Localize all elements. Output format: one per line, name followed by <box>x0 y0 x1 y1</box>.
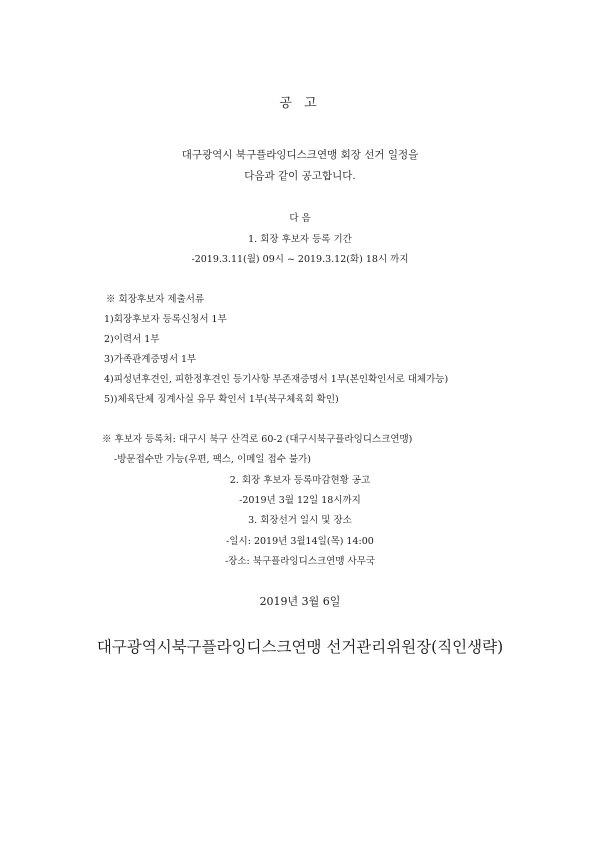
section2-heading: 2. 회장 후보자 등록마감현황 공고 <box>229 475 371 486</box>
election-datetime: -일시: 2019년 3월14일(목) 14:00 <box>226 536 374 547</box>
documents-heading: ※ 회장후보자 제출서류 <box>106 294 205 305</box>
signature-line: 대구광역시북구플라잉디스크연맹 선거관리위원장(직인생략) <box>96 638 504 656</box>
intro-line-1: 대구광역시 북구플라잉디스크연맹 회장 선거 일정을 <box>181 149 419 161</box>
issue-date: 2019년 3월 6일 <box>259 595 341 608</box>
notice-title: 공 고 <box>279 96 321 111</box>
document-item: 1)회장후보자 등록신청서 1부 <box>104 314 227 325</box>
registration-note: -방문접수만 가능(우편, 팩스, 이메일 접수 불가) <box>114 454 311 465</box>
registration-place: ※ 후보자 등록처: 대구시 북구 산격로 60-2 (대구시북구플라잉디스크연맹) <box>102 434 413 445</box>
section3-heading: 3. 회장선거 일시 및 장소 <box>248 515 352 526</box>
intro-line-2: 다음과 같이 공고합니다. <box>244 170 356 182</box>
registration-deadline: -2019년 3월 12일 18시까지 <box>239 495 361 506</box>
document-item: 2)이력서 1부 <box>104 334 160 345</box>
section-header: 다 음 <box>289 213 311 224</box>
section1-heading: 1. 회장 후보자 등록 기간 <box>248 234 352 245</box>
document-item: 5))체육단체 징계사실 유무 확인서 1부(북구체육회 확인) <box>104 394 339 405</box>
document-item: 4)피성년후견인, 피한정후견인 등기사항 부존재증명서 1부(본인확인서로 대체가능) <box>104 374 449 385</box>
document-item: 3)가족관계증명서 1부 <box>104 354 197 365</box>
registration-period: -2019.3.11(월) 09시 ~ 2019.3.12(화) 18시 까지 <box>191 254 409 265</box>
election-place: -장소: 북구플라잉디스크연맹 사무국 <box>224 556 376 567</box>
